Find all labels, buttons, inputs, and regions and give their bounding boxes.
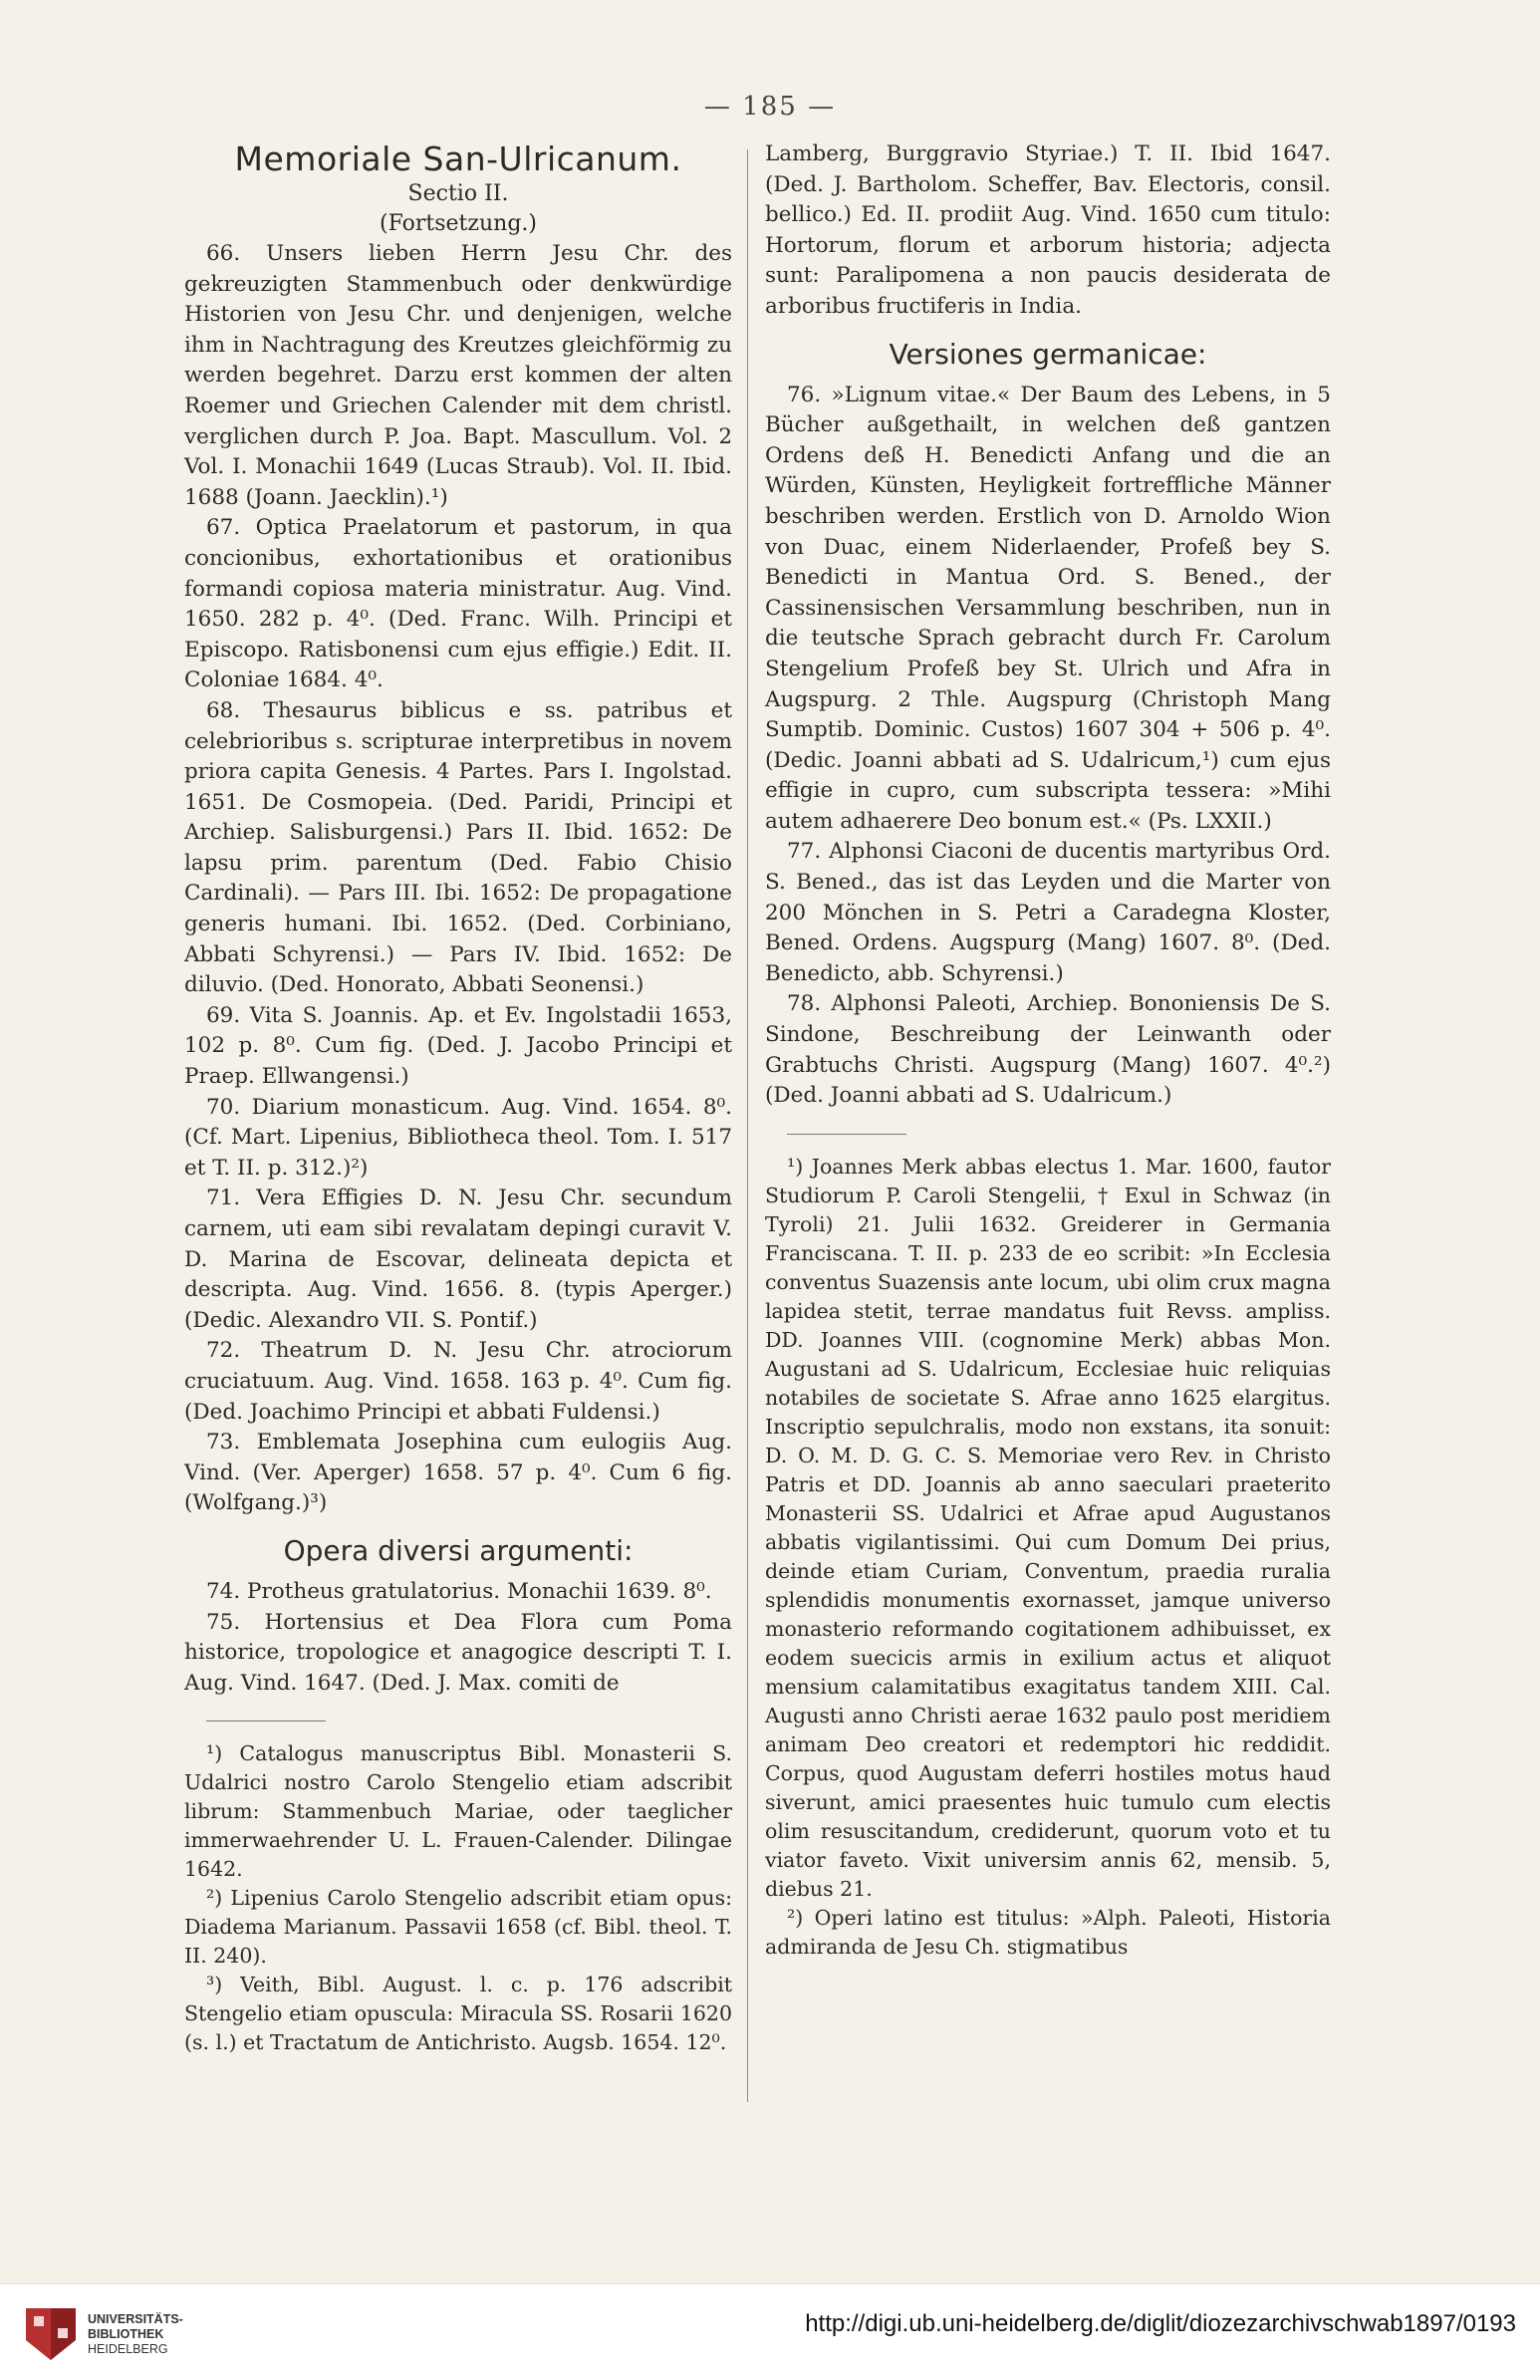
entry-67: 67. Optica Praelatorum et pastorum, in qua concionibus, exhortationibus et orationibus formandi copiosa materia ministratur. Aug. Vind. 1650. 282 p. 4⁰. (Ded. Franc. Wilh. Principi et Episcopo. Ratisbonensi cum ejus effigie.) Edit. II. Coloniae 1684. 4⁰. [184,515,732,693]
footnote-right-1: ¹) Joannes Merk abbas electus 1. Mar. 1600, fautor Studiorum P. Caroli Stengelii, † Exul in Schwaz (in Tyroli) 21. Julii 1632. Greiderer in Germania Franciscana. T. II. p. 233 de eo scribit: »In Ecclesia conventus Suazensis ante locum, ubi olim crux magna lapidea stetit, terrae mandatus fuit Revss. ampliss. DD. Joannes VIII. (cognomine Merk) abbas Mon. Augustani ad S. Udalricum, Ecclesiae huic reliquias notabiles de societate S. Afrae anno 1625 elargitus. Inscriptio sepulchralis, modo non exstans, ita sonuit: D. O. M. D. G. C. S. Memoriae vero Rev. in Christo Patris et DD. Joannis ab anno saeculari praeterito Monasterii SS. Udalrici et Afrae apud Augustanos abbatis vigilantissimi. Qui cum Domum Dei prius, deinde etiam Curiam, Conventum, praedia ruralia splendidis monumentis exornasset, jamque universo monasterio reformando cogitationem adhibuisset, ex eodem suecicis armis in exilium actus et aliquot mensium calamitatibus exagitatus tandem XIII. Cal. Augusti anno Christi aerae 1632 paulo post meridiem animam Deo creatori et redemptori hic reddidit. Corpus, quod Augustam deferri hostiles motus haud siverunt, amici praesentes huic tumulo cum electis olim resuscitandum, crediderunt, quorum voto et tu viator faveto. Vixit universim annis 62, mensib. 5, diebus 21. [765,1154,1331,1901]
footnote-divider-right [787,1134,906,1135]
entry-75: 75. Hortensius et Dea Flora cum Poma historice, tropologice et anagogice descripti T. I. Aug. Vind. 1647. (Ded. J. Max. comiti de [184,1609,732,1696]
right-column [765,139,1331,1962]
subsection-heading-german: Versiones germanicae: [889,337,1207,371]
footnote-1: ¹) Catalogus manuscriptus Bibl. Monasterii S. Udalrici nostro Carolo Stengelio etiam adscribit librum: Stammenbuch Mariae, oder taeglicher immerwaehrender U. L. Frauen-Calender. Dilingae 1642. [184,1741,732,1882]
library-footer [0,2283,1540,2380]
entry-69: 69. Vita S. Joannis. Ap. et Ev. Ingolstadii 1653, 102 p. 8⁰. Cum fig. (Ded. J. Jacobo Principi et Praep. Ellwangensi.) [184,1002,732,1090]
library-name-line-1: UNIVERSITÄTS- [88,2312,183,2326]
entry-75-continuation: Lamberg, Burggravio Styriae.) T. II. Ibid 1647. (Ded. J. Bartholom. Scheffer, Bav. Electoris, consil. bellico.) Ed. II. prodiit Aug. Vind. 1650 cum titulo: Hortorum, florum et arborum historia; adjecta sunt: Paralipomena a non paucis desiderata de arboribus fructiferis in India. [765,141,1331,319]
footnote-divider [206,1720,326,1721]
entry-71: 71. Vera Effigies D. N. Jesu Chr. secundum carnem, uti eam sibi revalatam depingi curavit V. D. Marina de Escovar, delineata depicta et descripta. Aug. Vind. 1656. 8. (typis Aperger.) (Dedic. Alexandro VII. S. Pontif.) [184,1186,732,1333]
entry-73: 73. Emblemata Josephina cum eulogiis Aug. Vind. (Ver. Aperger) 1658. 57 p. 4⁰. Cum 6 fig. (Wolfgang.)³) [184,1430,732,1516]
section-heading: Memoriale San-Ulricanum. [234,139,682,178]
entry-76: 76. »Lignum vitae.« Der Baum des Lebens, in 5 Bücher außgethailt, in welchen deß gantzen Ordens deß H. Benedicti Anfang und die an Würden, Künsten, Heyligkeit fortreffliche Männer beschriben werden. Erstlich von D. Arnoldo Wion von Duac, einem Niderlaender, Profeß bey S. Benedicti in Mantua Ord. S. Bened., der Cassinensischen Versammlung beschriben, nun in die teutsche Sprach gebracht durch Fr. Carolum Stengelium Profeß bey St. Ulrich und Afra in Augspurg. 2 Thle. Augspurg (Christoph Mang Sumptib. Dominic. Custos) 1607 304 + 506 p. 4⁰. (Dedic. Joanni abbati ad S. Udalricum,¹) cum ejus effigie in cupro, cum subscripta tessera: »Mihi autem adhaerere Deo bonum est.« (Ps. LXXII.) [765,382,1331,834]
library-name-line-3: HEIDELBERG [88,2342,168,2356]
left-column [184,139,732,2057]
library-name-line-2: BIBLIOTHEK [88,2327,164,2341]
footnote-2: ²) Lipenius Carolo Stengelio adscribit etiam opus: Diadema Marianum. Passavii 1658 (cf. Bibl. theol. T. II. 240). [184,1886,732,1969]
footnote-3: ³) Veith, Bibl. August. l. c. p. 176 adscribit Stengelio etiam opuscula: Miracula SS. Rosarii 1620 (s. l.) et Tractatum de Antichristo. Augsb. 1654. 12⁰. [184,1973,732,2055]
continuation-note: (Fortsetzung.) [380,211,537,236]
subsection-heading: Opera diversi argumenti: [283,1533,634,1567]
entry-72: 72. Theatrum D. N. Jesu Chr. atrociorum cruciatuum. Aug. Vind. 1658. 163 p. 4⁰. Cum fig. (Ded. Joachimo Principi et abbati Fuldensi.) [184,1338,732,1425]
university-library-logo-icon [22,2300,80,2364]
library-name [88,2312,183,2357]
entry-74: 74. Protheus gratulatorius. Monachii 1639. 8⁰. [206,1578,712,1604]
column-divider [747,149,748,2102]
entry-78: 78. Alphonsi Paleoti, Archiep. Bononiensis De S. Sindone, Beschreibung der Leinwanth oder Grabtuchs Christi. Augspurg (Mang) 1607. 4⁰.²) (Ded. Joanni abbati ad S. Udalricum.) [765,991,1331,1109]
entry-66: 66. Unsers lieben Herrn Jesu Chr. des gekreuzigten Stammenbuch oder denkwürdige Historien von Jesu Chr. und denjenigen, welche ihm in Nachtragung des Kreutzes gleichförmig zu werden begehret. Darzu erst kommen der alten Roemer und Griechen Calender mit dem christl. verglichen durch P. Joa. Bapt. Mascullum. Vol. 2 Vol. I. Monachii 1649 (Lucas Straub). Vol. II. Ibid. 1688 (Joann. Jaecklin).¹) [184,241,732,510]
entry-70: 70. Diarium monasticum. Aug. Vind. 1654. 8⁰. (Cf. Mart. Lipenius, Bibliotheca theol. Tom. I. 517 et T. II. p. 312.)²) [184,1094,732,1181]
entry-77: 77. Alphonsi Ciaconi de ducentis martyribus Ord. S. Bened., das ist das Leyden und die Marter von 200 Mönchen in S. Petri a Caradegna Kloster, Bened. Ordens. Augspurg (Mang) 1607. 8⁰. (Ded. Benedicto, abb. Schyrensi.) [765,839,1331,986]
entry-68: 68. Thesaurus biblicus e ss. patribus et celebrioribus s. scripturae interpretibus in novem priora capita Genesis. 4 Partes. Pars I. Ingolstad. 1651. De Cosmopeia. (Ded. Paridi, Principi et Archiep. Salisburgensi.) Pars II. Ibid. 1652: De lapsu prim. parentum (Ded. Fabio Chisio Cardinali). — Pars III. Ibi. 1652: De propagatione generis humani. Ibi. 1652. (Ded. Corbiniano, Abbati Schyrensi.) — Pars IV. Ibid. 1652: De diluvio. (Ded. Honorato, Abbati Seonensi.) [184,697,732,998]
source-url[interactable]: http://digi.ub.uni-heidelberg.de/diglit/diozezarchivschwab1897/0193 [805,2310,1516,2337]
page-number: — 185 — [703,92,837,122]
section-subtitle: Sectio II. [407,181,509,206]
footnote-right-2: ²) Operi latino est titulus: »Alph. Paleoti, Historia admiranda de Jesu Ch. stigmatibus [765,1905,1331,1959]
